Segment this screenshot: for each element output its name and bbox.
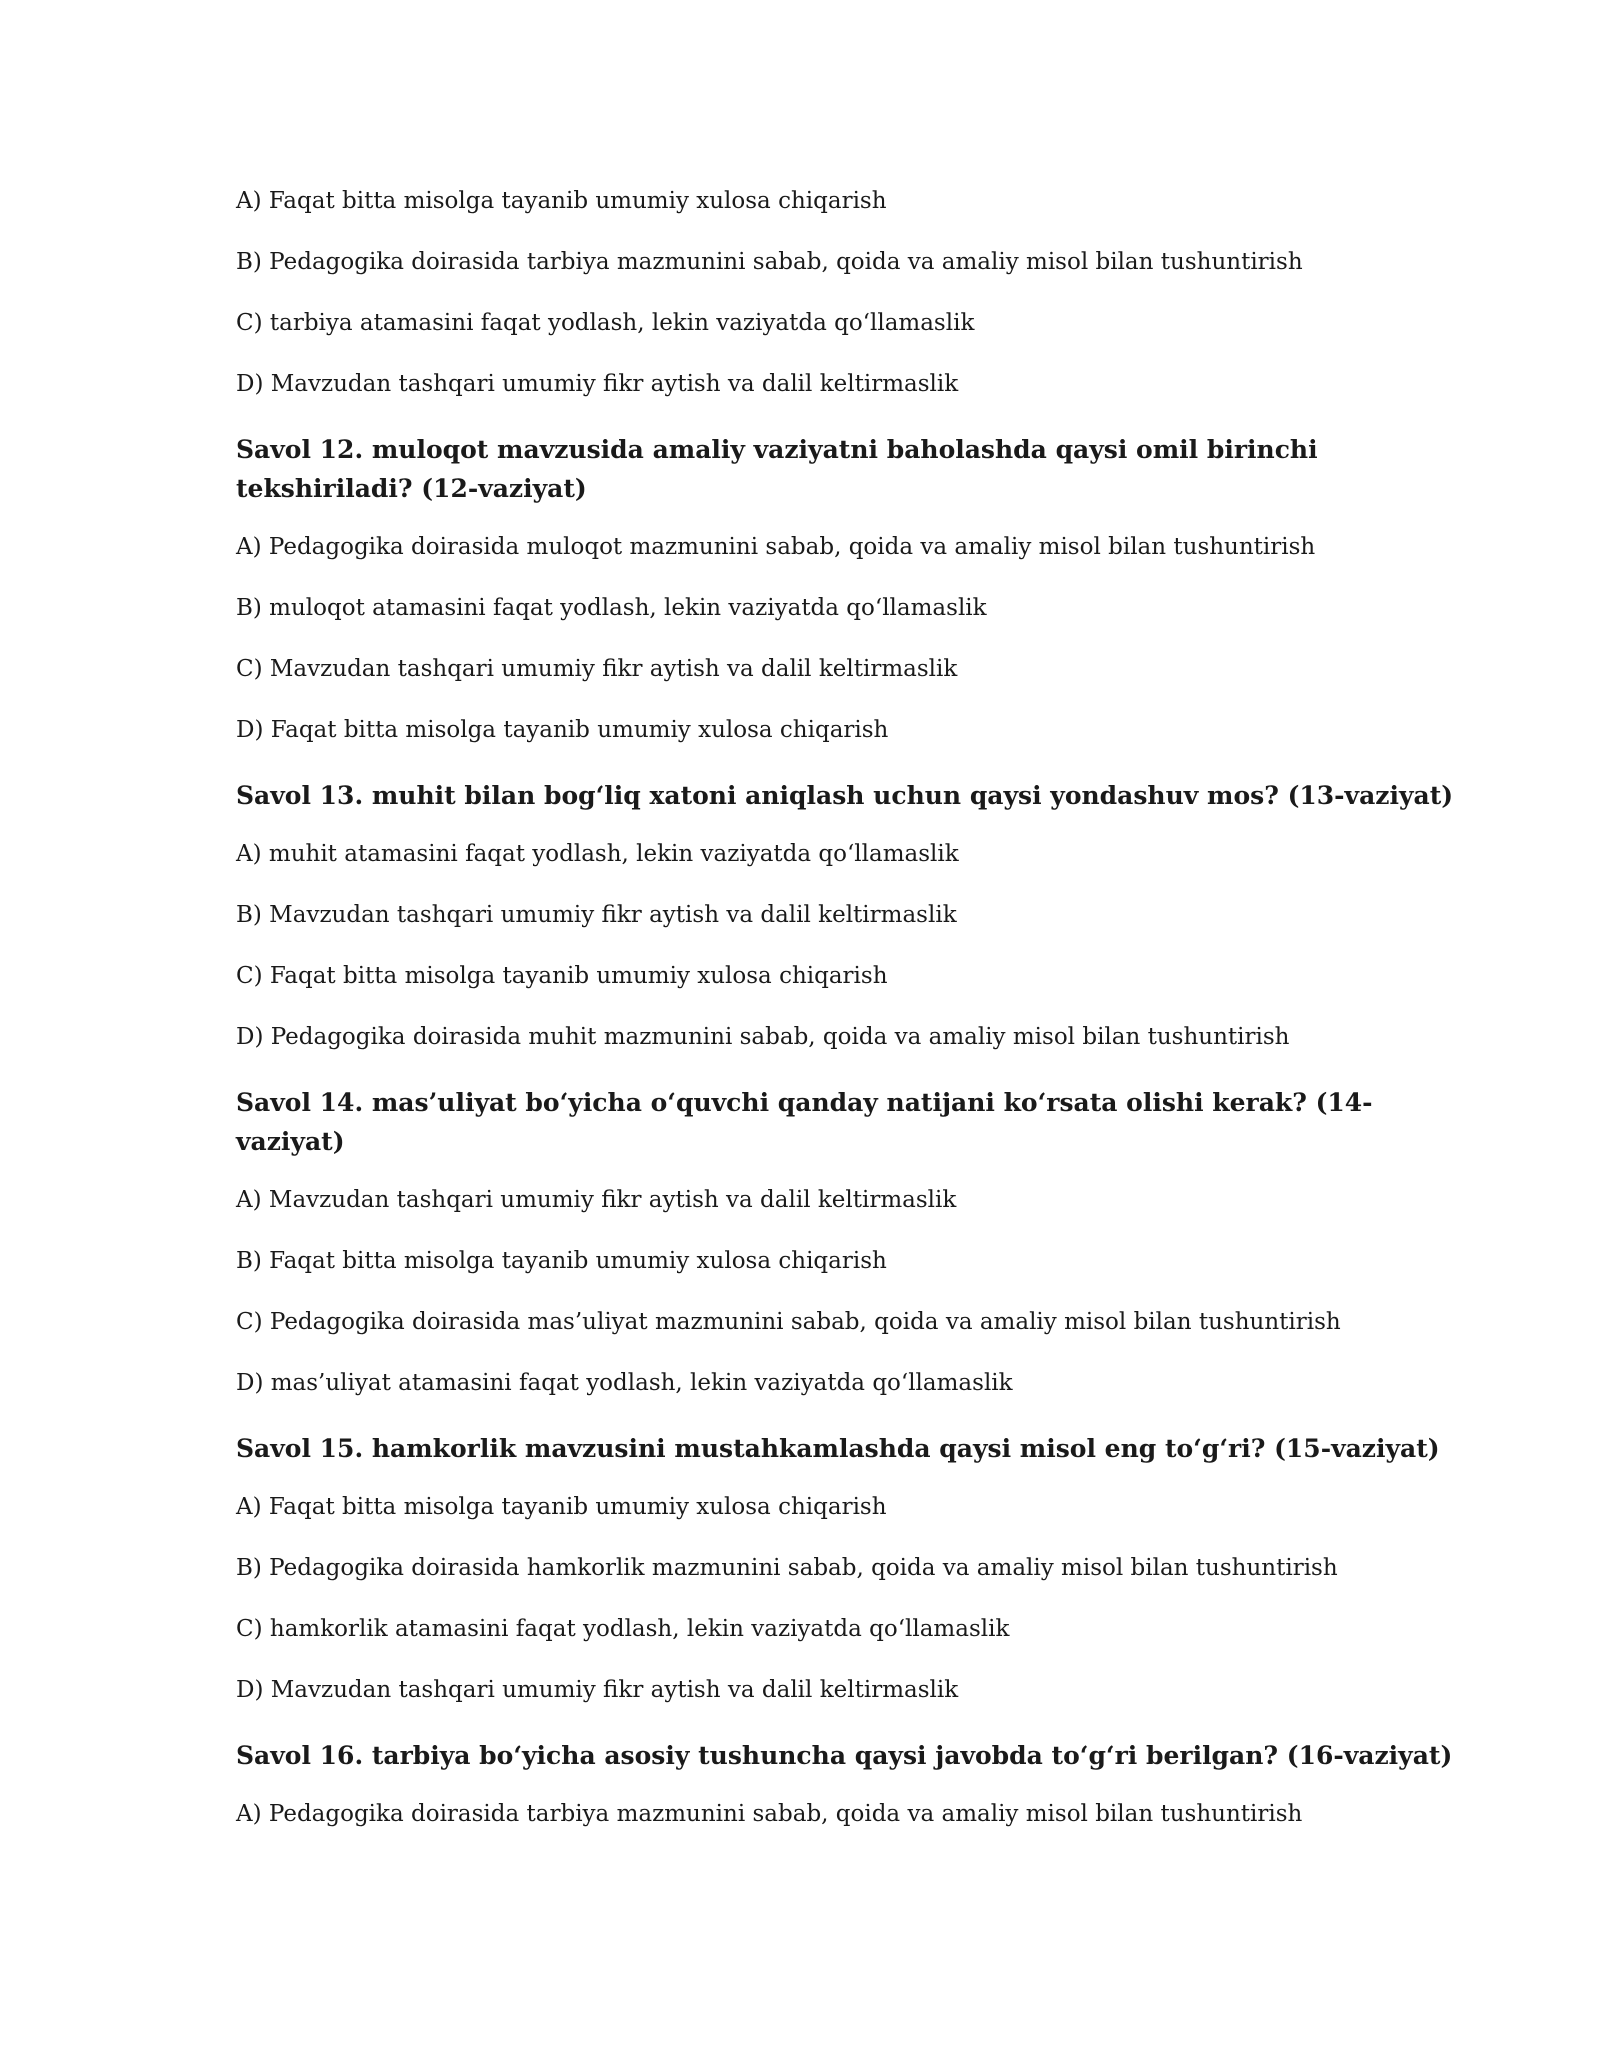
question-title: Savol 16. tarbiya bo‘yicha asosiy tushuncha qaysi javobda to‘g‘ri berilgan? (16-vaziyat) xyxy=(236,1741,1453,1770)
option-c: C) Pedagogika doirasida mas’uliyat mazmunini sabab, qoida va amaliy misol bilan tushuntirish xyxy=(236,1309,1341,1335)
option-b: B) Pedagogika doirasida tarbiya mazmunini sabab, qoida va amaliy misol bilan tushuntirish xyxy=(236,249,1303,275)
option-a: A) Faqat bitta misolga tayanib umumiy xulosa chiqarish xyxy=(236,188,887,214)
option-a: A) Pedagogika doirasida tarbiya mazmunini sabab, qoida va amaliy misol bilan tushuntirish xyxy=(236,1801,1303,1827)
option-a: A) Faqat bitta misolga tayanib umumiy xulosa chiqarish xyxy=(236,1494,887,1520)
option-a: A) Mavzudan tashqari umumiy fikr aytish va dalil keltirmaslik xyxy=(236,1187,957,1213)
option-c: C) Faqat bitta misolga tayanib umumiy xulosa chiqarish xyxy=(236,963,888,989)
option-a: A) Pedagogika doirasida muloqot mazmunini sabab, qoida va amaliy misol bilan tushuntirish xyxy=(236,534,1316,560)
question-title: Savol 13. muhit bilan bog‘liq xatoni aniqlash uchun qaysi yondashuv mos? (13-vaziyat) xyxy=(236,781,1454,810)
option-b: B) Pedagogika doirasida hamkorlik mazmunini sabab, qoida va amaliy misol bilan tushuntirish xyxy=(236,1555,1338,1581)
question-title: Savol 14. mas’uliyat bo‘yicha o‘quvchi qanday natijani ko‘rsata olishi kerak? (14-vaziyat) xyxy=(236,1088,1373,1156)
option-b: B) Mavzudan tashqari umumiy fikr aytish va dalil keltirmaslik xyxy=(236,902,957,928)
lead-options xyxy=(236,186,1386,399)
option-d: D) Faqat bitta misolga tayanib umumiy xulosa chiqarish xyxy=(236,717,889,743)
option-c: C) hamkorlik atamasini faqat yodlash, lekin vaziyatda qo‘llamaslik xyxy=(236,1616,1010,1642)
question-12 xyxy=(236,430,1386,745)
question-16 xyxy=(236,1736,1453,1829)
question-title: Savol 12. muloqot mavzusida amaliy vaziyatni baholashda qaysi omil birinchi tekshiriladi? (12-vaziyat) xyxy=(236,435,1318,503)
option-c: C) Mavzudan tashqari umumiy fikr aytish va dalil keltirmaslik xyxy=(236,656,958,682)
option-d: D) Mavzudan tashqari umumiy fikr aytish va dalil keltirmaslik xyxy=(236,1677,959,1703)
question-14 xyxy=(236,1083,1386,1398)
question-13 xyxy=(236,776,1454,1052)
question-title: Savol 15. hamkorlik mavzusini mustahkamlashda qaysi misol eng to‘g‘ri? (15-vaziyat) xyxy=(236,1434,1440,1463)
option-d: D) Pedagogika doirasida muhit mazmunini sabab, qoida va amaliy misol bilan tushuntirish xyxy=(236,1024,1290,1050)
option-a: A) muhit atamasini faqat yodlash, lekin vaziyatda qo‘llamaslik xyxy=(236,841,959,867)
option-b: B) Faqat bitta misolga tayanib umumiy xulosa chiqarish xyxy=(236,1248,887,1274)
option-d: D) mas’uliyat atamasini faqat yodlash, lekin vaziyatda qo‘llamaslik xyxy=(236,1370,1013,1396)
option-d: D) Mavzudan tashqari umumiy fikr aytish va dalil keltirmaslik xyxy=(236,371,959,397)
question-15 xyxy=(236,1429,1440,1705)
document-page xyxy=(236,186,1454,1860)
option-c: C) tarbiya atamasini faqat yodlash, lekin vaziyatda qo‘llamaslik xyxy=(236,310,975,336)
option-b: B) muloqot atamasini faqat yodlash, lekin vaziyatda qo‘llamaslik xyxy=(236,595,987,621)
